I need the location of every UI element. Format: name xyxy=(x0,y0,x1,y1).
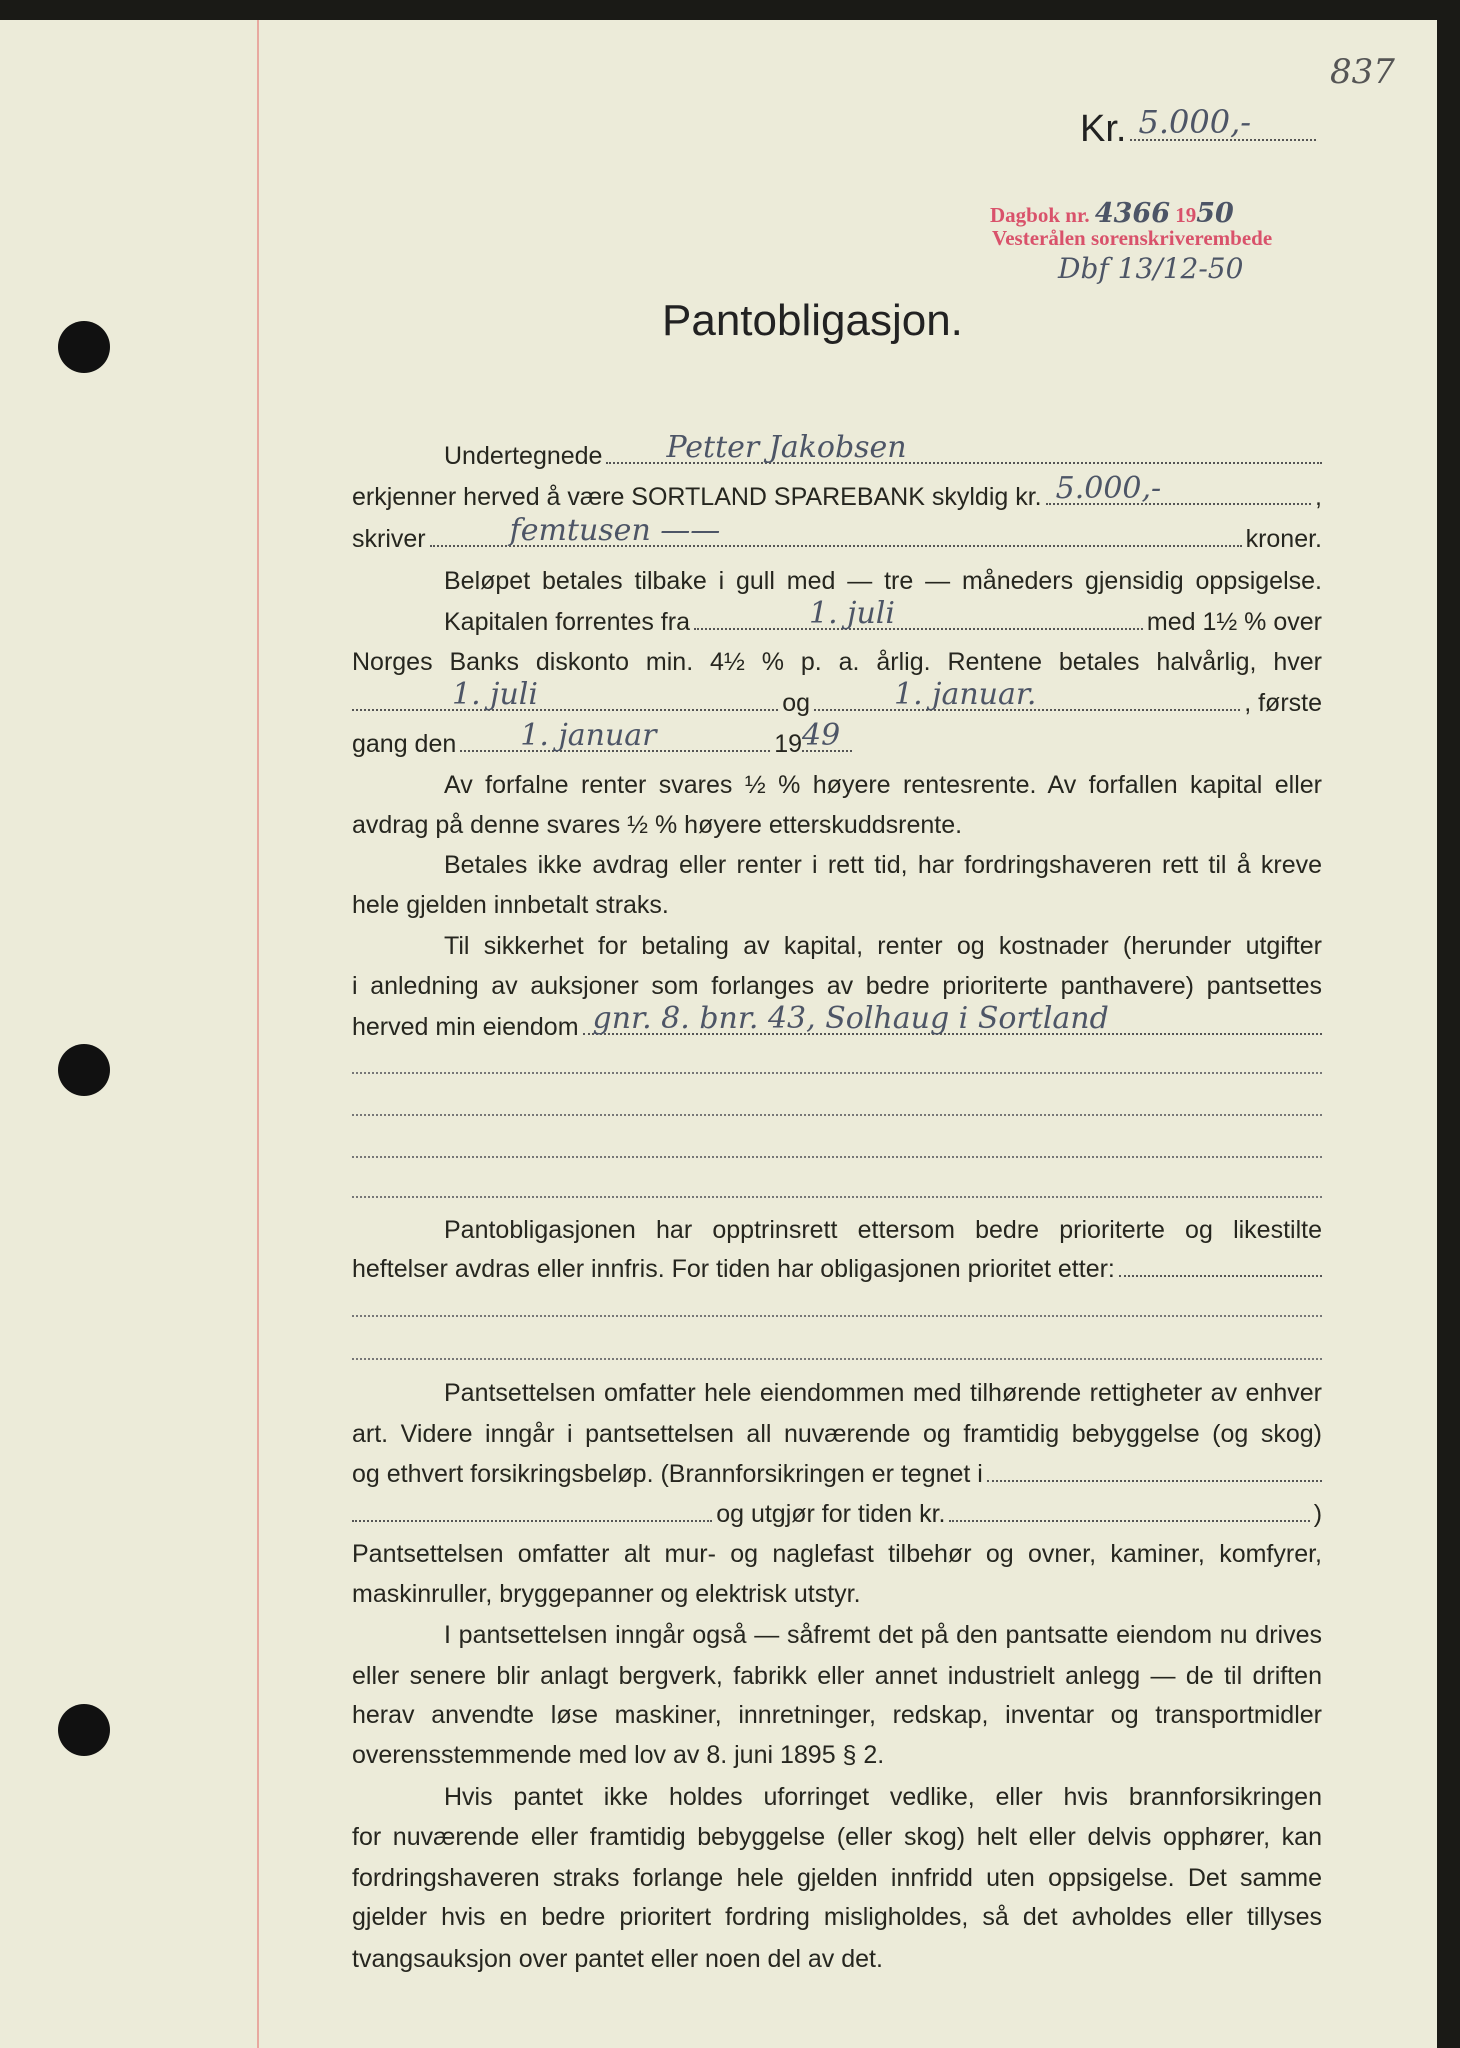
skriver-line xyxy=(352,513,1322,555)
body-line: Betales ikke avdrag eller renter i rett tid, har fordringshaveren rett til å kreve xyxy=(444,851,1322,879)
stamp-year-prefix: 19 xyxy=(1175,203,1197,227)
first-payment-year: 49 xyxy=(802,718,841,753)
kroner-label: kroner. xyxy=(1245,525,1322,553)
year-prefix: 19 xyxy=(774,730,802,758)
blank-line xyxy=(352,1114,1322,1116)
insurance-line xyxy=(352,1458,1322,1490)
dagbok-number: 4366 xyxy=(1094,198,1171,229)
kapitalen-label: Kapitalen forrentes fra xyxy=(444,608,690,636)
payment-dates-line xyxy=(352,677,1323,719)
body-line: hele gjelden innbetalt straks. xyxy=(352,891,669,919)
insurance-amount-line: og utgjør for tiden kr. ) xyxy=(352,1498,1322,1530)
body-line: og ethvert forsikringsbeløp. (Brannforsikringen er tegnet i xyxy=(352,1460,983,1488)
blank-line xyxy=(352,1072,1322,1074)
property-description: gnr. 8. bnr. 43, Solhaug i Sortland xyxy=(592,1001,1109,1036)
body-line: tvangsauksjon over pantet eller noen del av det. xyxy=(352,1945,883,1973)
blank-line xyxy=(352,1196,1322,1198)
page-title: Pantobligasjon. xyxy=(662,296,963,345)
discount-clause: Norges Banks diskonto min. 4½ % p. a. årlig. Rentene betales halvårlig, hver xyxy=(352,648,1322,676)
erkjenner-line: erkjenner herved å være SORTLAND SPAREBANK skyldig kr. 5.000,- , xyxy=(352,471,1322,511)
stamp-dagbok xyxy=(990,198,1234,229)
utgjor-label: og utgjør for tiden kr. xyxy=(716,1500,946,1528)
interest-from-date: 1. juli xyxy=(808,596,895,631)
amount-label: Kr. xyxy=(1080,108,1127,150)
forste-label: , første xyxy=(1244,689,1323,717)
body-line: Til sikkerhet for betaling av kapital, renter og kostnader (herunder utgifter xyxy=(444,932,1322,960)
punch-hole xyxy=(58,1044,110,1096)
body-line: gjelder hvis en bedre prioritert fordring misligholdes, så det avholdes eller tillyses xyxy=(352,1903,1322,1931)
page-number: 837 xyxy=(1330,52,1395,92)
body-line: Hvis pantet ikke holdes uforringet vedlike, eller hvis brannforsikringen xyxy=(444,1783,1322,1811)
blank-line xyxy=(352,1358,1322,1360)
repayment-clause: Beløpet betales tilbake i gull med — tre — måneders gjensidig oppsigelse. xyxy=(444,567,1322,595)
body-line: maskinruller, bryggepanner og elektrisk utstyr. xyxy=(352,1580,861,1608)
gang-den-label: gang den xyxy=(352,730,457,758)
payment-date-1: 1. juli xyxy=(452,677,538,712)
body-line: Pantsettelsen omfatter alt mur- og naglefast tilbehør og ovner, kaminer, komfyrer, xyxy=(352,1540,1322,1568)
undertegnede-line xyxy=(444,430,1322,472)
body-line: Pantsettelsen omfatter hele eiendommen med tilhørende rettigheter av enhver xyxy=(444,1379,1322,1407)
erkjenner-text: erkjenner herved å være SORTLAND SPAREBANK skyldig kr. xyxy=(352,483,1042,511)
blank-line xyxy=(352,1156,1322,1158)
first-payment-date: 1. januar xyxy=(520,718,657,753)
body-line: Av forfalne renter svares ½ % høyere rentesrente. Av forfallen kapital eller xyxy=(444,771,1322,799)
stamp-year-suffix: 50 xyxy=(1196,198,1234,229)
skriver-label: skriver xyxy=(352,525,426,553)
body-line: herav anvendte løse maskiner, innretninger, redskap, inventar og transportmidler xyxy=(352,1701,1322,1729)
blank-line xyxy=(352,1315,1322,1317)
stamp-office: Vesterålen sorenskriverembede xyxy=(992,226,1273,250)
punch-hole xyxy=(58,321,110,373)
body-line: overensstemmende med lov av 8. juni 1895 § 2. xyxy=(352,1741,885,1769)
body-line: eller senere blir anlagt bergverk, fabrikk eller annet industrielt anlegg — de til driften xyxy=(352,1662,1322,1690)
herved-label: herved min eiendom xyxy=(352,1013,579,1041)
sum-in-words: femtusen —— xyxy=(509,513,721,548)
body-line: Pantobligasjonen har opptrinsrett ettersom bedre prioriterte og likestilte xyxy=(444,1216,1322,1244)
undertegnede-label: Undertegnede xyxy=(444,442,603,470)
body-line: avdrag på denne svares ½ % høyere etterskuddsrente. xyxy=(352,811,963,839)
body-line: art. Videre inngår i pantsettelsen all nuværende og framtidig bebyggelse (og skog) xyxy=(352,1420,1322,1448)
property-line xyxy=(352,1001,1322,1043)
payment-date-2: 1. januar. xyxy=(894,677,1037,712)
body-line: i anledning av auksjoner som forlanges av bedre prioriterte panthavere) pantsettes xyxy=(352,972,1322,1000)
stamp-dagbok-label: Dagbok nr. xyxy=(990,203,1090,227)
og-label: og xyxy=(782,689,811,717)
first-payment-line xyxy=(352,718,852,760)
margin-line xyxy=(257,20,259,2048)
debtor-name: Petter Jakobsen xyxy=(666,430,907,465)
debt-sum: 5.000,- xyxy=(1055,471,1162,506)
kapitalen-line xyxy=(444,596,1322,638)
priority-line xyxy=(352,1253,1322,1285)
body-line: I pantsettelsen inngår også — såfremt det på den pantsatte eiendom nu drives xyxy=(444,1621,1322,1649)
registration-note: Dbf 13/12-50 xyxy=(1058,252,1244,285)
interest-rate-label: med 1½ % over xyxy=(1146,608,1322,636)
body-line: for nuværende eller framtidig bebyggelse (eller skog) helt eller delvis opphører, kan xyxy=(352,1823,1322,1851)
amount-header xyxy=(1080,103,1320,151)
amount-value: 5.000,- xyxy=(1138,103,1252,141)
body-line: fordringshaveren straks forlange hele gjelden innfridd uten oppsigelse. Det samme xyxy=(352,1864,1322,1892)
body-line: heftelser avdras eller innfris. For tiden har obligasjonen prioritet etter: xyxy=(352,1255,1115,1283)
punch-hole xyxy=(58,1704,110,1756)
